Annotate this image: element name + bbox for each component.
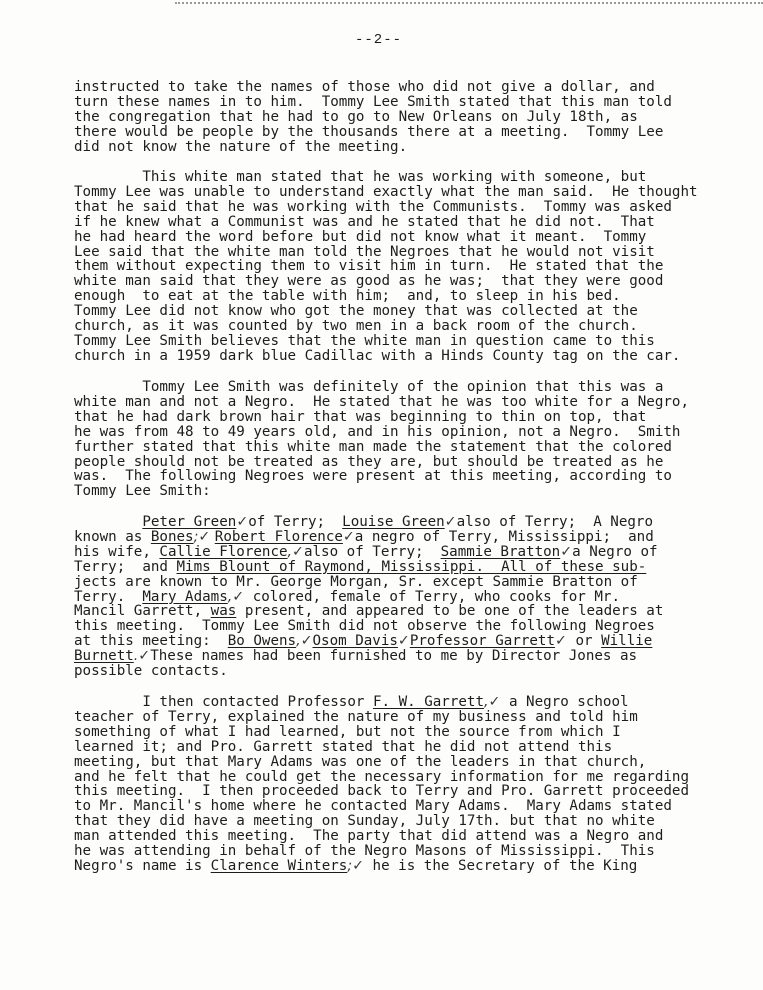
text-run: also of Terry; A Negro: [456, 514, 654, 530]
check-mark-icon: ✓: [560, 543, 573, 560]
text-line: enough to eat at the table with him; and, to sleep in his bed.: [74, 288, 621, 305]
check-mark-icon: ,✓: [287, 543, 304, 560]
text-line: instructed to take the names of those who did not give a dollar, and: [74, 79, 655, 95]
text-run: to Mr. Mancil's home where he contacted Mary Adams. Mary Adams stated: [74, 798, 672, 815]
text-run: present, and appeared to be one of the leaders at: [244, 603, 664, 620]
paragraph-1: [74, 80, 672, 155]
underlined-name: Professor Garrett: [409, 633, 556, 650]
text-run: These names had been furnished to me by Director Jones as: [150, 648, 638, 665]
page-number: --2--: [355, 32, 403, 48]
check-mark-icon: ;✓: [347, 857, 365, 874]
underlined-name: Sammie Bratton: [440, 543, 561, 560]
text-line: church in a 1959 dark blue Cadillac with a Hinds County tag on the car.: [74, 347, 681, 364]
text-line: Tommy Lee did not know who got the money that was collected at the: [74, 303, 638, 320]
text-run: he is the Secretary of the King: [364, 857, 638, 874]
check-mark-icon: ✓: [342, 528, 355, 545]
underlined-name: Callie Florence: [159, 543, 288, 560]
text-run: known as: [74, 528, 151, 545]
text-line: he had heard the word before but did not know what it meant. Tommy: [74, 228, 647, 245]
check-mark-icon: .✓: [133, 648, 151, 665]
text-line: white man and not a Negro. He stated that he was too white for a Negro,: [74, 393, 689, 410]
text-line: white man said that they were as good as he was; that they were good: [74, 273, 664, 290]
underlined-name: Clarence Winters: [210, 857, 348, 874]
text-line: he was from 48 to 49 years old, and in his opinion, not a Negro. Smith: [74, 423, 681, 440]
check-mark-icon: ✓: [444, 514, 457, 530]
text-line: the congregation that he had to go to New Orleans on July 18th, as: [74, 108, 638, 125]
underlined-name: was: [210, 603, 237, 620]
underlined-name: Louise Green: [342, 514, 445, 530]
underlined-name: Bo Owens: [227, 633, 297, 650]
text-run: I then contacted Professor: [74, 694, 373, 710]
text-run: his wife,: [74, 543, 160, 560]
text-line: that he had dark brown hair that was beginning to thin on top, that: [74, 408, 647, 425]
check-mark-icon: ,✓: [484, 694, 501, 710]
text-run: jects are known to Mr. George Morgan, Sr. except Sammie Bratton of: [74, 573, 638, 590]
text-run: this meeting. I then proceeded back to Terry and Pro. Garrett proceeded: [74, 783, 689, 800]
text-line: if he knew what a Communist was and he stated that he did not. That: [74, 213, 655, 230]
text-line: Tommy Lee Smith was definitely of the opinion that this was a: [142, 379, 664, 395]
text-run: Terry; and: [74, 558, 177, 575]
text-run: he was attending in behalf of the Negro Masons of Mississippi. This: [74, 843, 655, 860]
underlined-name: F. W. Garrett: [372, 694, 485, 710]
text-line: people should not be treated as they are, but should be treated as he: [74, 453, 664, 470]
text-run: that they did have a meeting on Sunday, July 17th. but that no white: [74, 813, 655, 830]
check-mark-icon: ✓: [397, 633, 410, 650]
text-line: Lee said that the white man told the Negroes that he would not visit: [74, 243, 655, 260]
underlined-name: Mary Adams: [142, 588, 228, 605]
text-run: [74, 514, 142, 530]
text-line: This white man stated that he was working with someone, but: [142, 169, 647, 185]
text-run: man attended this meeting. The party that did attend was a Negro and: [74, 828, 664, 845]
text-line: turn these names in to him. Tommy Lee Smith stated that this man told: [74, 93, 672, 110]
text-line: did not know the nature of the meeting.: [74, 138, 408, 155]
text-run: this meeting. Tommy Lee Smith did not observe the following Negroes: [74, 618, 655, 635]
text-run: colored, female of Terry, who cooks for Mr.: [252, 588, 621, 605]
paragraph-contact: [74, 695, 689, 874]
text-run: possible contacts.: [74, 663, 228, 680]
text-run: learned it; and Pro. Garrett stated that he did not attend this: [74, 738, 613, 755]
text-line: church, as it was counted by two men in a back room of the church.: [74, 318, 638, 335]
text-line: Tommy Lee Smith:: [74, 483, 211, 500]
text-run: teacher of Terry, explained the nature of my business and told him: [74, 708, 638, 725]
underlined-name: Robert Florence: [214, 528, 343, 545]
paragraph-2: [74, 170, 698, 364]
text-run: Terry.: [74, 588, 143, 605]
underlined-name: Mims Blount of Raymond, Mississippi. All of these sub-: [176, 558, 647, 575]
text-line: there would be people by the thousands there at a meeting. Tommy Lee: [74, 123, 664, 140]
text-run: a Negro school: [508, 694, 629, 710]
underlined-name: Bones: [150, 528, 194, 545]
text-run: a Negro of: [572, 543, 658, 560]
text-line: Tommy Lee Smith believes that the white man in question came to this: [74, 332, 655, 349]
underlined-name: Willie: [601, 633, 653, 650]
check-mark-icon: ,✓: [296, 633, 313, 650]
text-run: and he felt that he could get the necessary information for me regarding: [74, 768, 689, 785]
text-line: Tommy Lee was unable to understand exactly what the man said. He thought: [74, 183, 698, 200]
text-run: at this meeting:: [74, 633, 228, 650]
check-mark-icon: ;✓: [193, 528, 215, 545]
text-line: them without expecting them to visit him in turn. He stated that the: [74, 258, 664, 275]
text-run: of Terry;: [248, 514, 343, 530]
text-run: something of what I had learned, but not the source from which I: [74, 723, 621, 740]
text-run: Mancil Garrett,: [74, 603, 211, 620]
text-line: was. The following Negroes were present at this meeting, according to: [74, 468, 672, 485]
underlined-name: Peter Green: [142, 514, 237, 530]
paragraph-names: [74, 515, 663, 679]
text-run: meeting, but that Mary Adams was one of the leaders in that church,: [74, 753, 647, 770]
underlined-name: Osom Davis: [312, 633, 398, 650]
text-run: also of Terry;: [303, 543, 441, 560]
underlined-name: Burnett: [74, 648, 134, 665]
paragraph-3: [74, 380, 689, 499]
text-run: or: [566, 633, 602, 650]
check-mark-icon: ,✓: [227, 588, 245, 605]
text-line: that he said that he was working with the Communists. Tommy was asked: [74, 198, 672, 215]
top-dotted-rule: [175, 2, 763, 4]
check-mark-icon: ✓: [555, 633, 567, 650]
text-line: further stated that this white man made the statement that the colored: [74, 438, 672, 455]
check-mark-icon: ✓: [236, 514, 249, 530]
text-run: Negro's name is: [74, 857, 211, 874]
text-run: a negro of Terry, Mississippi; and: [354, 528, 654, 545]
